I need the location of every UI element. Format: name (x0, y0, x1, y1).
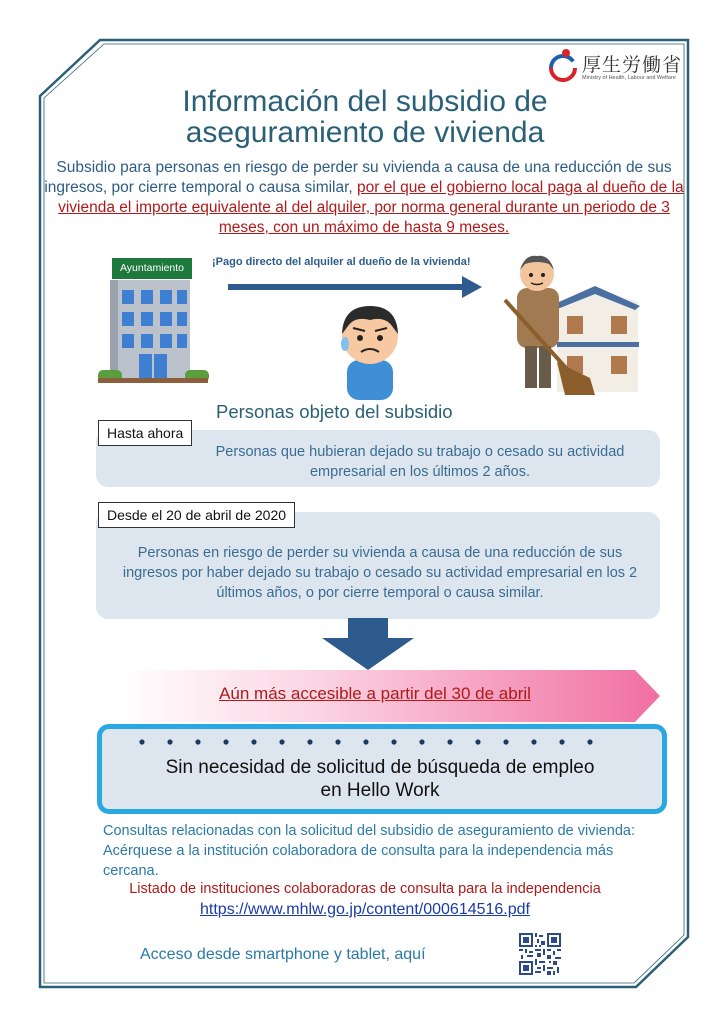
ministry-logo (546, 48, 686, 88)
city-hall-building (95, 278, 210, 384)
title-line-1: Información del subsidio de (182, 85, 548, 118)
before-tag: Hasta ahora (98, 420, 192, 446)
intro-paragraph (38, 158, 690, 238)
title-line-2: aseguramiento de vivienda (185, 116, 545, 149)
consult-paragraph: Consultas relacionadas con la solicitud del subsidio de aseguramiento de vivienda: Acérquese a la institución colaboradora de consulta para la independencia más cercana. (103, 823, 635, 879)
arrow-label: ¡Pago directo del alquiler al dueño de la vivienda! (212, 256, 471, 268)
logo-subtitle: Ministry of Health, Labour and Welfare (582, 75, 676, 81)
highlight-line-2: en Hello Work (320, 780, 440, 801)
banner-text: Aún más accesible a partir del 30 de abril (219, 684, 531, 703)
access-text: Acceso desde smartphone y tablet, aquí (140, 946, 426, 963)
section-title: Personas objeto del subsidio (216, 401, 453, 422)
intro-highlight: por el que el gobierno local paga al dueño de la vivienda el importe equivalente al del alquiler, por norma general durante un periodo de 3 meses, con un máximo de hasta 9 meses. (58, 179, 684, 236)
payment-arrow (228, 274, 483, 300)
before-text: Personas que hubieran dejado su trabajo o cesado su actividad empresarial en los últimos 2 años. (215, 444, 625, 480)
dotted-divider (130, 735, 600, 749)
page-title (100, 86, 630, 148)
qr-code-icon[interactable] (519, 933, 561, 975)
highlight-line-1: Sin necesidad de solicitud de búsqueda de empleo (165, 757, 595, 778)
highlight-text (100, 756, 660, 802)
worried-person-icon (325, 298, 415, 400)
institutions-list-label: Listado de instituciones colaboradoras de consulta para la independencia (129, 881, 601, 897)
logo-name: 厚生労働省 (582, 54, 683, 76)
ministry-logo-icon (546, 48, 580, 84)
landlord-house-illustration (495, 250, 640, 395)
down-arrow (318, 618, 418, 670)
after-tag: Desde el 20 de abril de 2020 (98, 502, 295, 528)
intro-plain: Subsidio para personas en riesgo de perder su vivienda a causa de una reducción de sus ingresos, por cierre temporal o causa similar, (44, 159, 672, 196)
after-text: Personas en riesgo de perder su vivienda a causa de una reducción de sus ingresos por haber dejado su trabajo o cesado su actividad empresarial en los 2 últimos años, o por cierre temporal o causa similar. (122, 545, 638, 601)
institutions-link[interactable]: https://www.mhlw.go.jp/content/000614516.pdf (200, 901, 530, 918)
city-hall-label: Ayuntamiento (112, 258, 192, 279)
